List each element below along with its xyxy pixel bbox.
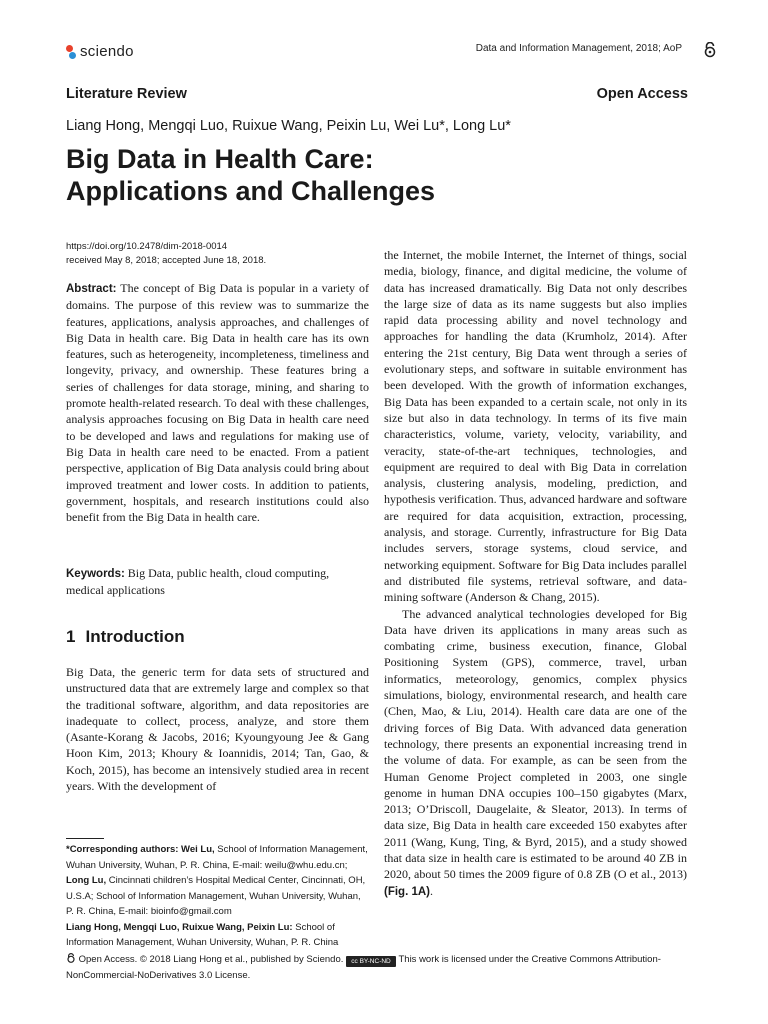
open-access-lock-icon (66, 953, 76, 963)
intro-text-continued: the Internet, the mobile Internet, the Internet of things, social media, biology, finance, and digital medicine, the volume of data has increased dramatically. Big Data not only describes the large size of data as its name suggests but also implies rapid data processing ability and novel technology and approaches for handling the data (Krumholz, 2014). After entering the 21st century, Big Data went through a series of evolutionary steps, and software in suitable environment has been developed. With the growth of information exchanges, Big Data has been expanded to a certain scale, not only in its size but also in data technology. In terms of its five main characteristics, volume, variety, velocity, variability, and veracity, state-of-the-art techniques, technologies, and equipment are required to deal with Big Data in correlation analysis, clustering analysis, modeling, prediction, and hypothesis verification. Thus, advanced hardware and software are required for data acquisition, extraction, processing, analysis, and storage. Currently, infrastructure for Big Data includes servers, storage systems, cloud service, and networking equipment. Software for Big Data includes parallel and distributed file systems, retrieval software, and data-mining software (Anderson & Chang, 2015). (384, 248, 688, 605)
received-dates: received May 8, 2018; accepted June 18, 2018. (66, 254, 267, 266)
long-lu-label: Long Lu, (66, 875, 107, 886)
intro-paragraph-1 (66, 664, 369, 794)
license-text-1: Open Access. © 2018 Liang Hong et al., published by Sciendo. (76, 954, 347, 965)
section-heading-introduction (66, 627, 185, 647)
right-column (384, 247, 687, 900)
open-access-icon (703, 42, 717, 58)
keywords-label: Keywords: (66, 568, 125, 580)
publisher-logo[interactable] (66, 43, 134, 60)
abstract (66, 280, 369, 525)
author-footnotes (66, 842, 369, 951)
journal-citation: Data and Information Management, 2018; AoP (475, 43, 682, 54)
intro-text: Big Data, the generic term for data sets of structured and unstructured data that are extremely large and complex so that the traditional software, algorithm, and data repositories are inadequate to collect, process, analyze, and store them (Asante-Korang & Jacobs, 2016; Kyoungyoung Jee & Gang Hoon Kim, 2013; Khoury & Ioannidis, 2014; Tan, Gao, & Koch, 2015), has become an intensively studied area in recent years. With the development of (66, 665, 369, 794)
intro-paragraph-2-end: . (430, 883, 433, 898)
publisher-name: sciendo (80, 43, 134, 60)
article-meta (66, 240, 266, 267)
corresponding-text: School of Information Management, Wuhan University, Wuhan, P. R. China, E-mail: weilu@whu.edu.cn; (66, 844, 368, 871)
article-type: Literature Review (66, 86, 187, 102)
keywords (66, 565, 369, 599)
license-statement (66, 952, 688, 983)
abstract-text: The concept of Big Data is popular in a variety of domains. The purpose of this review was to summarize the features, applications, analysis approaches, and challenges of Big Data in health care. Big Data in health care has its own features, such as heterogeneity, incompleteness, timeliness and longevity, privacy, and ownership. These features bring a series of challenges for data storage, mining, and sharing to promote health-related research. To deal with these challenges, analysis approaches focusing on Big Data in health care need to be developed and laws and regulations for making use of Big Data in health care need to be enacted. From a patient perspective, application of Big Data analysis could bring about improved treatment and lower costs. In addition to patients, government, hospitals, and research institutions could also benefit from the Big Data in health care. (66, 281, 369, 525)
abstract-label: Abstract: (66, 283, 117, 295)
article-title (66, 143, 435, 207)
section-number: 1 (66, 627, 76, 646)
section-title: Introduction (85, 627, 185, 646)
footnote-divider (66, 838, 104, 839)
open-access-label: Open Access (596, 86, 688, 102)
long-lu-text: Cincinnati children’s Hospital Medical Center, Cincinnati, OH, U.S.A; School of Information Management, Wuhan University, Wuhan, P. R. China, E-mail: bioinfo@gmail.com (66, 875, 366, 917)
title-line-1: Big Data in Health Care: (66, 144, 374, 174)
intro-paragraph-2 (384, 606, 687, 900)
corresponding-label: *Corresponding authors: Wei Lu, (66, 844, 215, 855)
sciendo-logo-icon (66, 45, 76, 59)
intro-paragraph-2-text: The advanced analytical technologies developed for Big Data have driven its applications in many areas such as combating crime, business execution, finance, Global Positioning System (GPS), commerce, travel, urban informatics, meteorology, genomics, complex physics simulations, biology, environmental research, and health care (Chen, Mao, & Liu, 2014). Health care data are one of the driving forces of Big Data. With advanced data generation technology, there presents an exponential increasing trend in the volume of data. For example, as can be seen from the Human Genome Project completed in 2003, one single genome in human DNA occupies 100–150 gigabytes (Marx, 2013; O’Driscoll, Daugelaite, & Sleator, 2013). In terms of data size, Big Data in health care exceeded 150 exabytes after 2011 (Wang, Kung, Ting, & Byrd, 2015), and a study showed that data size in health care is estimated to be around 40 ZB in 2020, about 50 times the 2009 figure of 0.8 ZB (O et al., 2013) (384, 606, 687, 882)
cc-license-badge-icon[interactable]: cc BY-NC-ND (346, 956, 396, 967)
keywords-text: Big Data, public health, cloud computing, medical applications (66, 566, 330, 598)
license-text-2: This work is licensed under the Creative Commons Attribution-NonCommercial-NoDerivatives 3.0 License. (66, 954, 661, 981)
other-authors-text: School of Information Management, Wuhan University, Wuhan, P. R. China (66, 921, 339, 948)
author-list: Liang Hong, Mengqi Luo, Ruixue Wang, Peixin Lu, Wei Lu*, Long Lu* (66, 118, 511, 134)
other-authors-label: Liang Hong, Mengqi Luo, Ruixue Wang, Peixin Lu: (66, 921, 293, 933)
title-line-2: Applications and Challenges (66, 176, 436, 206)
doi-link[interactable]: https://doi.org/10.2478/dim-2018-0014 (66, 241, 228, 252)
figure-reference-link[interactable]: (Fig. 1A) (384, 885, 430, 898)
